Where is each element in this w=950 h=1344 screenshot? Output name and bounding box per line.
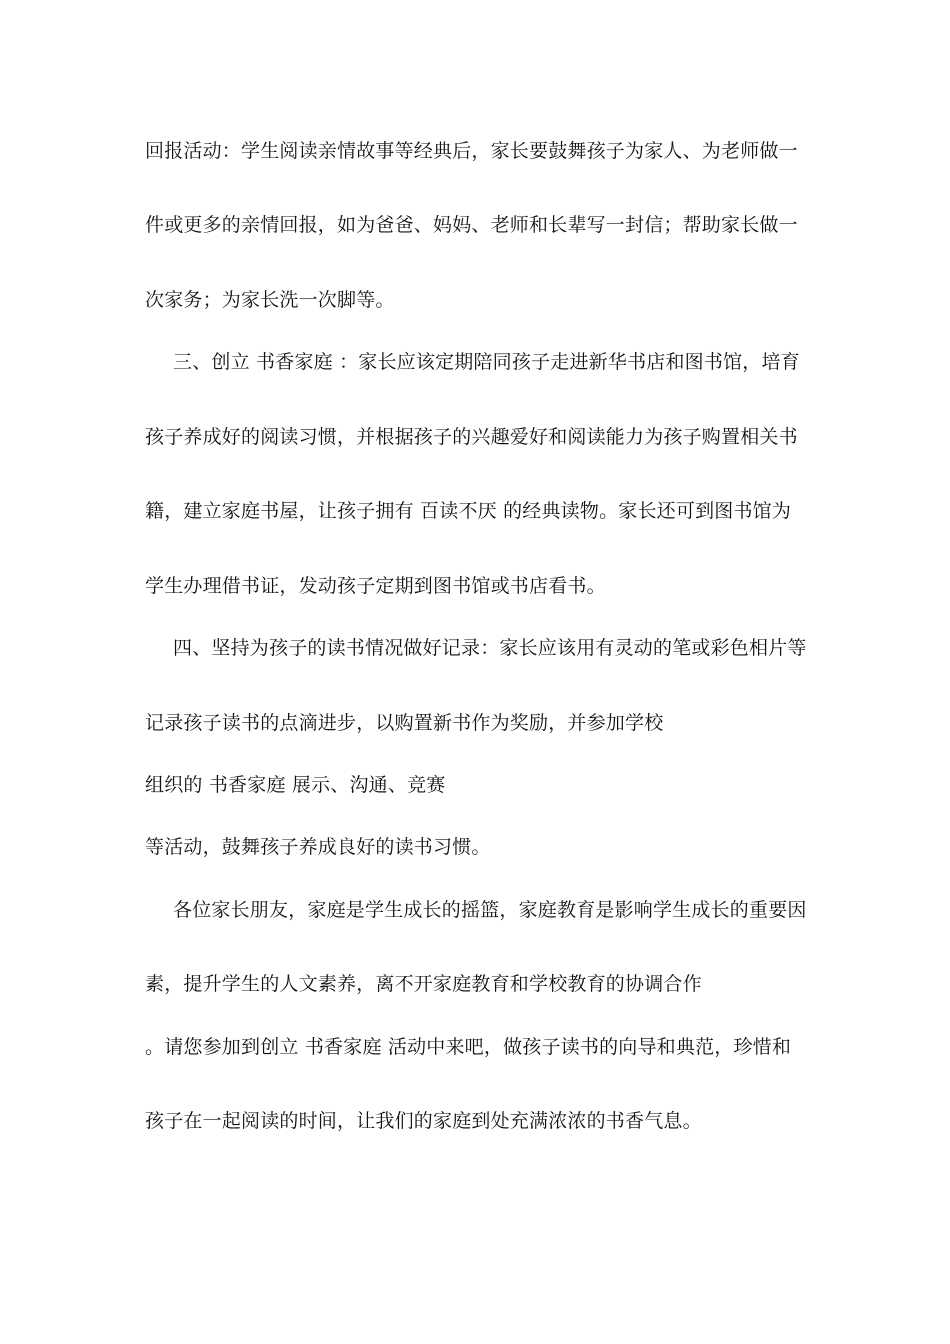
paragraph-line-11: 等活动，鼓舞孩子养成良好的读书习惯。 (145, 836, 491, 858)
paragraph-line-5: 孩子养成好的阅读习惯，并根据孩子的兴趣爱好和阅读能力为孩子购置相关书 (145, 426, 798, 448)
paragraph-line-9: 记录孩子读书的点滴进步，以购置新书作为奖励，并参加学校 (145, 712, 664, 734)
paragraph-line-8: 四、坚持为孩子的读书情况做好记录：家长应该用有灵动的笔或彩色相片等 (173, 637, 807, 659)
paragraph-line-3: 次家务；为家长洗一次脚等。 (145, 289, 395, 311)
paragraph-line-13: 素，提升学生的人文素养，离不开家庭教育和学校教育的协调合作 (145, 973, 702, 995)
paragraph-line-6: 籍，建立家庭书屋，让孩子拥有 百读不厌 的经典读物。家长还可到图书馆为 (145, 500, 792, 522)
paragraph-line-2: 件或更多的亲情回报，如为爸爸、妈妈、老师和长辈写一封信；帮助家长做一 (145, 214, 798, 236)
paragraph-line-7: 学生办理借书证，发动孩子定期到图书馆或书店看书。 (145, 575, 606, 597)
paragraph-line-15: 孩子在一起阅读的时间，让我们的家庭到处充满浓浓的书香气息。 (145, 1110, 702, 1132)
paragraph-line-12: 各位家长朋友，家庭是学生成长的摇篮，家庭教育是影响学生成长的重要因 (173, 899, 807, 921)
paragraph-line-1: 回报活动：学生阅读亲情故事等经典后，家长要鼓舞孩子为家人、为老师做一 (145, 140, 798, 162)
paragraph-line-14: 。请您参加到创立 书香家庭 活动中来吧，做孩子读书的向导和典范，珍惜和 (145, 1036, 792, 1058)
paragraph-line-10: 组织的 书香家庭 展示、沟通、竞赛 (145, 774, 446, 796)
paragraph-line-4: 三、创立 书香家庭 ：家长应该定期陪同孩子走进新华书店和图书馆，培育 (173, 351, 800, 373)
